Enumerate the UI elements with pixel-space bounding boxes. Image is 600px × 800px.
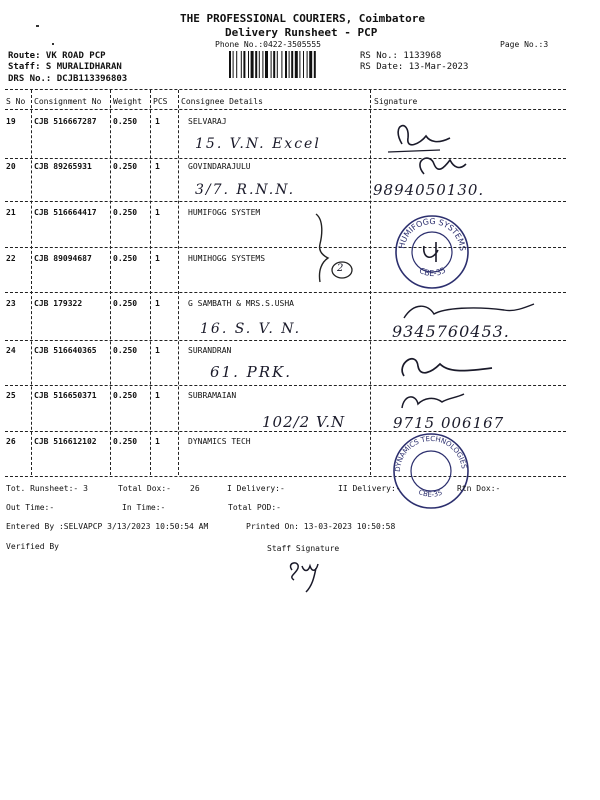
phone-number: Phone No.:0422-3505555 xyxy=(215,40,321,49)
rs-date: RS Date: 13-Mar-2023 xyxy=(360,62,469,72)
row-weight: 0.250 xyxy=(113,437,138,446)
col-divider xyxy=(178,90,179,475)
rs-number: RS No.: 1133968 xyxy=(360,51,442,61)
col-divider xyxy=(110,90,111,475)
verified-by: Verified By xyxy=(6,542,59,551)
company-name: THE PROFESSIONAL COURIERS, Coimbatore xyxy=(180,12,426,25)
barcode-bar xyxy=(233,51,234,78)
row-rule xyxy=(5,340,566,341)
barcode-bar xyxy=(273,51,275,78)
barcode-bar xyxy=(289,51,290,78)
col-header-weight: Weight xyxy=(113,97,142,106)
row-sno: 22 xyxy=(6,254,16,263)
row-weight: 0.250 xyxy=(113,346,138,355)
rtn-dox: Rtn Dox:- xyxy=(457,484,501,493)
svg-text:DYNAMICS TECHNOLOGIES xyxy=(394,435,468,472)
barcode-bar xyxy=(277,51,278,78)
staff-signature-label: Staff Signature xyxy=(267,544,340,553)
out-time: Out Time:- xyxy=(6,503,55,512)
barcode-bar xyxy=(314,51,316,78)
svg-text:CBE-35 xyxy=(417,488,443,499)
barcode-bar xyxy=(309,51,312,78)
document-title: Delivery Runsheet - PCP xyxy=(225,26,378,39)
scan-speck xyxy=(52,43,54,45)
drs-number: DRS No.: DCJB113396803 xyxy=(8,74,128,84)
row-sno: 25 xyxy=(6,391,16,400)
handwritten-address: 16. S. V. N. xyxy=(200,321,302,337)
barcode-bar xyxy=(255,51,257,78)
row-consignment-no: CJB 89265931 xyxy=(34,162,92,171)
staff-signature-scribble xyxy=(282,556,332,596)
barcode-bar xyxy=(281,51,282,78)
row-consignment-no: CJB 89094687 xyxy=(34,254,92,263)
barcode-bar xyxy=(307,51,308,78)
total-dox-value: 26 xyxy=(190,484,200,493)
row-sno: 26 xyxy=(6,437,16,446)
barcode-bar xyxy=(236,51,237,78)
printed-on: Printed On: 13-03-2023 10:50:58 xyxy=(246,522,396,531)
row-consignee-name: DYNAMICS TECH xyxy=(188,437,251,446)
barcode-bar xyxy=(262,51,263,78)
handwritten-address: 102/2 V.N xyxy=(262,413,346,431)
col-divider xyxy=(31,90,32,475)
row-pcs: 1 xyxy=(155,254,160,263)
row-consignee-name: G SAMBATH & MRS.S.USHA xyxy=(188,299,294,308)
row-sno: 24 xyxy=(6,346,16,355)
row-pcs: 1 xyxy=(155,346,160,355)
row-pcs: 1 xyxy=(155,437,160,446)
row-weight: 0.250 xyxy=(113,391,138,400)
scan-speck xyxy=(36,25,39,27)
barcode-bar xyxy=(265,51,268,78)
col-header-signature: Signature xyxy=(374,97,418,106)
handwritten-phone: 9345760453. xyxy=(392,322,510,341)
barcode-bar xyxy=(299,51,300,78)
barcode-bar xyxy=(229,51,231,78)
signature-scribble xyxy=(392,346,502,386)
barcode-bar xyxy=(251,51,254,78)
row-rule xyxy=(5,201,566,202)
svg-text:HUMIFOGG SYSTEMS xyxy=(397,217,467,251)
col-header-consignment: Consignment No xyxy=(34,97,102,106)
barcode-bar xyxy=(259,51,260,78)
row-pcs: 1 xyxy=(155,299,160,308)
row-consignee-name: HUMIFOGG SYSTEM xyxy=(188,208,261,217)
row-consignment-no: CJB 516667287 xyxy=(34,117,97,126)
col-divider xyxy=(370,90,371,475)
row-consignee-name: SELVARAJ xyxy=(188,117,227,126)
handwritten-phone: 9715 006167 xyxy=(393,414,505,432)
row-consignee-name: GOVINDARAJULU xyxy=(188,162,251,171)
dynamics-stamp xyxy=(390,430,472,512)
row-rule xyxy=(5,292,566,293)
signature-scribble xyxy=(410,150,470,182)
handwritten-address: 15. V.N. Excel xyxy=(195,136,321,152)
table-bottom-rule xyxy=(5,476,566,477)
entered-by: Entered By :SELVAPCP 3/13/2023 10:50:54 AM xyxy=(6,522,209,531)
bracket-mark xyxy=(310,210,355,290)
handwritten-address: 3/7. R.N.N. xyxy=(195,182,296,198)
row-consignee-name: HUMIHOGG SYSTEMS xyxy=(188,254,266,263)
signature-scribble xyxy=(394,388,474,416)
row-pcs: 1 xyxy=(155,391,160,400)
ii-delivery: II Delivery:- xyxy=(338,484,401,493)
row-weight: 0.250 xyxy=(113,254,138,263)
col-header-consignee: Consignee Details xyxy=(181,97,263,106)
stamp-text-top: DYNAMICS TECHNOLOGIES xyxy=(393,434,468,473)
row-sno: 19 xyxy=(6,117,16,126)
row-consignment-no: CJB 516640365 xyxy=(34,346,97,355)
col-header-pcs: PCS xyxy=(153,97,168,106)
stamp-text-top: HUMIFOGG SYSTEMS xyxy=(397,216,468,252)
total-pod: Total POD:- xyxy=(228,503,281,512)
col-header-sno: S No xyxy=(6,97,26,106)
route: Route: VK ROAD PCP xyxy=(8,51,106,61)
barcode xyxy=(229,51,353,78)
row-sno: 21 xyxy=(6,208,16,217)
barcode-bar xyxy=(248,51,249,78)
barcode-bar xyxy=(243,51,245,78)
row-pcs: 1 xyxy=(155,162,160,171)
barcode-bar xyxy=(295,51,298,78)
stamp-text-bottom: CBE-35 xyxy=(417,265,448,279)
total-dox-label: Total Dox:- xyxy=(118,484,171,493)
barcode-bar xyxy=(271,51,272,78)
row-consignment-no: CJB 516612102 xyxy=(34,437,97,446)
row-consignee-name: SURANDRAN xyxy=(188,346,232,355)
row-weight: 0.250 xyxy=(113,162,138,171)
i-delivery: I Delivery:- xyxy=(227,484,285,493)
barcode-bar xyxy=(241,51,242,78)
svg-text:CBE-35 xyxy=(418,265,448,278)
row-weight: 0.250 xyxy=(113,208,138,217)
stamp-text-bottom: CBE-35 xyxy=(417,488,444,499)
row-weight: 0.250 xyxy=(113,299,138,308)
row-rule xyxy=(5,247,566,248)
row-rule xyxy=(5,431,566,432)
row-weight: 0.250 xyxy=(113,117,138,126)
in-time: In Time:- xyxy=(122,503,166,512)
row-consignee-name: SUBRAMAIAN xyxy=(188,391,237,400)
barcode-bar xyxy=(303,51,304,78)
row-pcs: 1 xyxy=(155,117,160,126)
handwritten-phone: 9894050130. xyxy=(373,181,485,199)
table-top-rule xyxy=(5,89,566,90)
row-consignment-no: CJB 179322 xyxy=(34,299,83,308)
row-pcs: 1 xyxy=(155,208,160,217)
total-runsheet: Tot. Runsheet:- 3 xyxy=(6,484,88,493)
row-rule xyxy=(5,158,566,159)
signature-scribble xyxy=(394,298,544,326)
bracket-mark-number: 2 xyxy=(337,263,344,274)
humifogg-stamp xyxy=(392,212,472,292)
row-sno: 20 xyxy=(6,162,16,171)
row-consignment-no: CJB 516650371 xyxy=(34,391,97,400)
row-consignment-no: CJB 516664417 xyxy=(34,208,97,217)
barcode-bar xyxy=(285,51,287,78)
row-sno: 23 xyxy=(6,299,16,308)
staff: Staff: S MURALIDHARAN xyxy=(8,62,122,72)
handwritten-address: 61. PRK. xyxy=(210,363,292,381)
barcode-bar xyxy=(291,51,293,78)
header-bottom-rule xyxy=(5,109,566,110)
page-number: Page No.:3 xyxy=(500,40,549,49)
col-divider xyxy=(150,90,151,475)
